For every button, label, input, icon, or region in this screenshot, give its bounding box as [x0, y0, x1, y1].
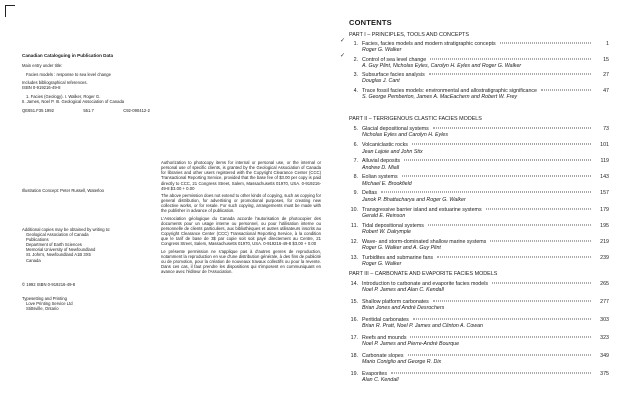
chapter-number: 14. — [350, 281, 358, 287]
chapter-title: Transgressive barrier island and estuarine systems — [362, 206, 482, 213]
page-number: 349 — [600, 353, 609, 359]
typesetting-intro: Typesetting and Printing — [22, 296, 67, 301]
chapter-title: Facies, facies models and modern stratigraphic concepts — [362, 41, 496, 47]
chapter-authors: Gerald E. Reinson — [362, 212, 406, 219]
dot-leader — [429, 74, 591, 75]
contents-entry — [349, 281, 609, 294]
address-line: Department of Earth Sciences — [26, 242, 82, 248]
page-number: 277 — [600, 299, 609, 305]
part-heading: PART III – CARBONATE AND EVAPORITE FACIES MODELS — [349, 271, 498, 277]
page-number: 73 — [603, 126, 609, 132]
address-line: Publications — [26, 237, 49, 243]
authorization-paragraph: Le présente permission ne s'applique pas à d'autres genres de reproduction, notamment la reproduction en vue d'une distribution générale, à des fins de publicité ou de promotion, pour la création de nouveaux travaux collectifs ou pour la revente. Dans ces cas, il faut prendre les dispositions qui s'imposent en communiquant en avance avec l'éditeur de l'Association. — [161, 248, 321, 275]
contents-entry — [349, 317, 609, 330]
contents-entry — [349, 207, 609, 220]
typesetting-credit — [22, 296, 73, 311]
part-heading: PART II – TERRIGENOUS CLASTIC FACIES MODELS — [349, 116, 482, 122]
contents-entry — [349, 158, 609, 171]
chapter-number: 12. — [350, 238, 358, 245]
contents-entry — [349, 190, 609, 203]
chapter-number: 13. — [350, 254, 358, 261]
authorization-paragraph: L'Association géologique du Canada accorde l'autorisation de photocopier des documents pour un usage interne ou personnel, ou pour l'utilisation interne ou personnelle de clients particuliers, aux bibliothèques et autres utilisateurs inscrits au Copyright Clearance Center (CCC) Transactional Reporting Service, à la condition que le tarif de base de 3$ par copie soit soit payé directement au Centre, 21 Congress Street, Salem, Massachusetts 01970, USA. 0-919216-49-8 $3.00 + 0.00 — [161, 215, 321, 247]
chapter-title: Subsurface facies analysis — [362, 72, 425, 78]
dot-leader — [410, 337, 591, 338]
chapter-authors: Nicholas Eyles and Carolyn H. Eyles — [362, 132, 448, 139]
chapter-title: Control of sea level change — [362, 56, 427, 63]
chapter-number: 4. — [353, 87, 358, 94]
contents-entry — [349, 88, 609, 101]
chapter-title: Tidal depositional systems — [362, 222, 424, 229]
contents-entry — [349, 299, 609, 312]
chapter-title: Volcaniclastic rocks — [362, 142, 408, 149]
contents-entry — [349, 57, 609, 70]
page-number: 101 — [600, 142, 609, 149]
authorization-paragraph: Authorization to photocopy items for internal or personal use, or the internal or personal use of specific clients, is granted by the Geological Association of Canada for libraries and other users registered with the Copyright Clearance Center (CCC) Transactional Reporting Service, provided that the base fee of $3.00 per copy is paid directly to CCC, 21 Congress Street, Salem, Massachusetts 01970, USA. 0-919216-49-8 $3.00 + 0.00 — [161, 160, 321, 191]
dot-leader — [500, 43, 591, 44]
dot-leader — [433, 128, 591, 129]
page-number: 195 — [600, 222, 609, 229]
dot-leader — [492, 283, 591, 284]
chapter-authors: Alan C. Kendall — [362, 377, 399, 384]
page-number: 47 — [603, 87, 609, 94]
chapter-authors: Noel P. James and Pierre-André Bourque — [362, 341, 460, 348]
additional-copies-intro: Additional copies may be obtained by writing to: — [22, 227, 111, 232]
chapter-number: 10. — [350, 206, 358, 213]
chapter-authors: Andrew D. Miall — [362, 164, 400, 171]
page-number: 375 — [600, 371, 609, 377]
chapter-number: 9. — [353, 190, 358, 197]
chapter-number: 2. — [353, 56, 358, 63]
chapter-authors: Mario Coniglio and George R. Dix — [362, 359, 442, 366]
address-line: St. John's, Newfoundland A1B 3X5 — [26, 252, 91, 258]
chapter-title: Shallow platform carbonates — [362, 299, 429, 305]
contents-entry — [349, 126, 609, 139]
dot-leader — [433, 301, 591, 302]
contents-entry — [349, 142, 609, 155]
contents-entry — [349, 72, 609, 85]
page-number: 219 — [600, 238, 609, 245]
chapter-authors: Jean Lajoie and John Stix — [362, 148, 423, 155]
chapter-authors: Robert W. Dalrymple — [362, 229, 411, 235]
chapter-authors: Brian Jones and André Desrochers — [362, 305, 445, 312]
chapter-title: Introduction to carbonate and evaporite facies models — [362, 281, 489, 287]
contents-entry — [349, 239, 609, 252]
chapter-title: Reefs and mounds — [362, 335, 407, 341]
chapter-number: 5. — [353, 126, 358, 132]
dot-leader — [381, 192, 591, 193]
printer-line: Love Printing Service Ltd — [26, 301, 73, 307]
dot-leader — [490, 240, 591, 241]
cip-class-number: C92-090412-2 — [123, 107, 150, 113]
chapter-number: 11. — [351, 222, 358, 229]
chapter-authors: Janok P. Bhattacharya and Roger G. Walker — [362, 196, 466, 203]
dot-leader — [404, 160, 591, 161]
address-line: Canada — [26, 257, 41, 263]
cip-classification — [22, 108, 150, 113]
chapter-title: Turbidites and submarine fans — [362, 254, 434, 261]
copyright-line: © 1992 ISBN 0-919216-49-8 — [22, 282, 76, 287]
chapter-title: Carbonate slopes — [362, 353, 404, 359]
dot-leader — [413, 319, 591, 320]
illustration-credit: Illustration Concept: Peter Russell, Waterloo — [22, 188, 105, 193]
cip-note: Includes bibliographical references. — [22, 80, 88, 86]
chapter-authors: Douglas J. Cant — [362, 78, 400, 85]
contents-entry — [349, 335, 609, 348]
contents-entry — [349, 223, 609, 236]
page-number: 119 — [600, 158, 609, 165]
dot-leader — [430, 58, 591, 59]
additional-copies — [22, 227, 132, 263]
chapter-authors: Brian R. Pratt, Noel P. James and Clinton A. Cowan — [362, 323, 484, 330]
chapter-authors: A. Guy Plint, Nicholas Eyles, Carolyn H. Eyles and Roger G. Walker — [362, 62, 522, 69]
chapter-number: 7. — [353, 158, 358, 165]
page-number: 157 — [600, 190, 609, 197]
chapter-title: Evaporites — [362, 371, 388, 377]
printer-line: Stittsville, Ontario — [26, 306, 59, 312]
chapter-title: Alluvial deposits — [362, 158, 400, 165]
contents-heading: CONTENTS — [349, 18, 392, 27]
chapter-title: Eolian systems — [362, 174, 398, 181]
cip-title: Canadian Cataloguing in Publication Data — [22, 53, 114, 58]
dot-leader — [391, 373, 591, 374]
contents-entry — [349, 174, 609, 187]
dot-leader — [412, 144, 591, 145]
chapter-number: 17. — [350, 335, 358, 341]
cip-class-dewey: 551.7 — [83, 107, 94, 113]
chapter-title: Glacial depositional systems — [362, 126, 429, 132]
cip-subject: II. James, Noel P. III. Geological Association of Canada — [22, 99, 125, 105]
cip-book-title: Facies models : response to sea level change — [26, 71, 111, 77]
chapter-title: Deltas — [362, 190, 378, 197]
dot-leader — [486, 208, 591, 209]
chapter-authors: Noel P. James and Alan C. Kendall — [362, 287, 444, 294]
check-mark: ✓ — [340, 38, 346, 44]
cip-block — [22, 53, 150, 113]
chapter-number: 18. — [350, 353, 358, 359]
chapter-authors: Roger G. Walker and A. Guy Plint — [362, 245, 441, 252]
contents-entry — [349, 371, 609, 384]
page-number: 179 — [600, 206, 609, 213]
authorization-paragraph: The above permission does not extend to other kinds of copying, such as copying for general distribution, for advertising or promotional purposes, for creating new collective works, or for resale. For such copying, arrangements must be made with the publisher in advance of publication. — [161, 192, 321, 214]
dot-leader — [402, 176, 591, 177]
chapter-authors: Michael E. Brookfield — [362, 180, 412, 187]
check-mark: ✓ — [340, 53, 346, 59]
chapter-number: 15. — [350, 299, 358, 305]
chapter-number: 8. — [353, 174, 358, 181]
chapter-number: 3. — [353, 72, 358, 78]
page-number: 323 — [600, 335, 609, 341]
page-corner-mark — [5, 5, 15, 17]
page-number: 303 — [600, 317, 609, 323]
chapter-authors: Roger G. Walker — [362, 261, 402, 268]
address-line: Memorial University of Newfoundland — [26, 247, 96, 253]
page-number: 265 — [600, 281, 609, 287]
part-heading: PART I – PRINCIPLES, TOOLS AND CONCEPTS — [349, 32, 469, 38]
contents-entry — [349, 255, 609, 268]
dot-leader — [541, 89, 591, 90]
dot-leader — [428, 224, 591, 225]
cip-subject: 1. Facies (Geology). I. Walker, Roger G. — [26, 93, 101, 99]
cip-class-lc: QE651.F35 1992 — [22, 107, 54, 113]
dot-leader — [408, 355, 591, 356]
address-line: Geological Association of Canada — [26, 232, 89, 238]
authorization-text — [161, 160, 321, 276]
cip-main-entry: Main entry under title: — [22, 63, 63, 69]
chapter-number: 6. — [353, 142, 358, 149]
chapter-title: Peritidal carbonates — [362, 317, 409, 323]
chapter-title: Wave- and storm-dominated shallow marine systems — [362, 238, 487, 245]
page-number: 143 — [600, 174, 609, 181]
contents-entry — [349, 353, 609, 366]
page-number: 15 — [603, 56, 609, 63]
page-number: 1 — [606, 41, 609, 47]
contents-entry — [349, 41, 609, 54]
chapter-number: 16. — [350, 317, 358, 323]
dot-leader — [437, 256, 591, 257]
chapter-authors: S. George Pemberton, James A. MacEachern and Robert W. Frey — [362, 93, 518, 100]
cip-isbn: ISBN 0-919216-49-8 — [22, 85, 61, 91]
chapter-number: 19. — [350, 371, 358, 377]
page-number: 239 — [600, 254, 609, 261]
chapter-title: Trace fossil facies models: environmental and allostratigraphic significance — [362, 87, 537, 94]
chapter-authors: Roger G. Walker — [362, 47, 402, 54]
page-number: 27 — [603, 72, 609, 78]
chapter-number: 1. — [353, 41, 358, 47]
